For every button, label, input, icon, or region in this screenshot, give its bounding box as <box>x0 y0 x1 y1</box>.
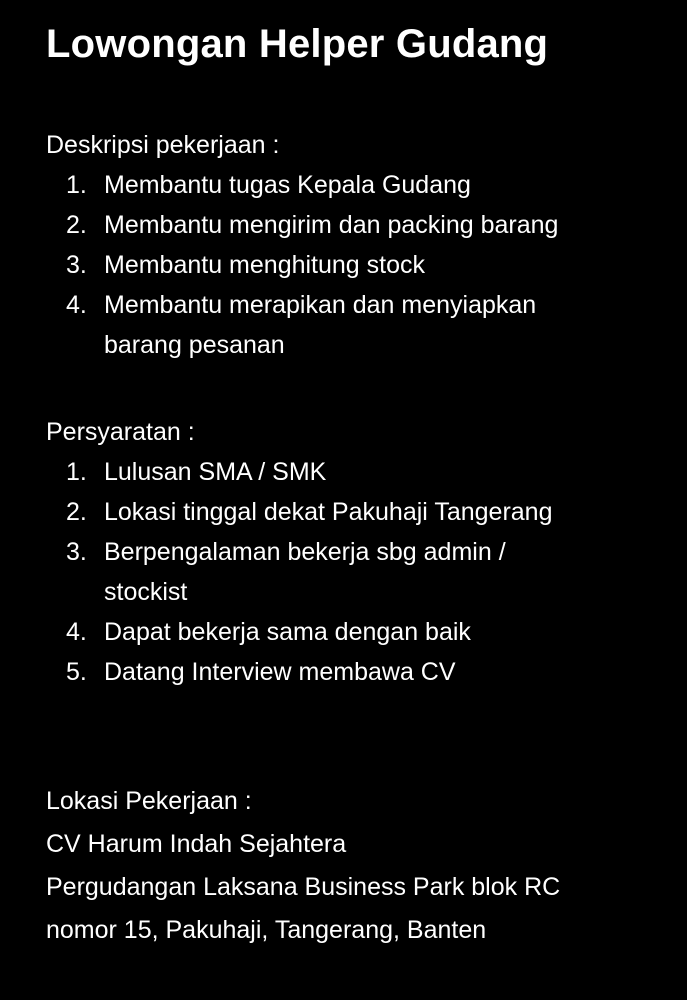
list-item-number: 1. <box>66 458 87 486</box>
list-item <box>46 612 666 652</box>
list-item <box>46 652 666 692</box>
list-item <box>46 245 666 285</box>
list-item <box>46 205 666 245</box>
requirements-list <box>46 452 666 692</box>
list-item-text: Lokasi tinggal dekat Pakuhaji Tangerang <box>104 498 553 526</box>
list-item <box>46 285 666 365</box>
list-item-number: 3. <box>66 251 87 279</box>
list-item-text: Lulusan SMA / SMK <box>104 458 327 486</box>
job-description-heading: Deskripsi pekerjaan : <box>46 131 280 159</box>
list-item-text: Membantu mengirim dan packing barang <box>104 211 559 239</box>
list-item-text: Membantu menghitung stock <box>104 251 426 279</box>
requirements-section <box>46 412 666 692</box>
list-item-number: 2. <box>66 498 87 526</box>
list-item <box>46 452 666 492</box>
job-description-list <box>46 165 666 365</box>
list-item-text: Membantu tugas Kepala Gudang <box>104 171 471 199</box>
list-item-number: 5. <box>66 658 87 686</box>
job-location-section <box>46 780 666 952</box>
address-line-2: nomor 15, Pakuhaji, Tangerang, Banten <box>46 916 487 944</box>
job-title: Lowongan Helper Gudang <box>46 22 549 66</box>
list-item-number: 3. <box>66 538 87 566</box>
list-item-text: Dapat bekerja sama dengan baik <box>104 618 471 646</box>
job-description-section <box>46 125 666 365</box>
address-line-1: Pergudangan Laksana Business Park blok RC <box>46 873 561 901</box>
list-item-number: 4. <box>66 618 87 646</box>
list-item-text: Datang Interview membawa CV <box>104 658 456 686</box>
company-name: CV Harum Indah Sejahtera <box>46 830 347 858</box>
list-item-number: 1. <box>66 171 87 199</box>
list-item-number: 2. <box>66 211 87 239</box>
job-location-heading: Lokasi Pekerjaan : <box>46 787 252 815</box>
list-item-number: 4. <box>66 291 87 319</box>
list-item <box>46 492 666 532</box>
list-item-text: Berpengalaman bekerja sbg admin / stockist <box>104 538 506 606</box>
list-item <box>46 532 666 612</box>
list-item <box>46 165 666 205</box>
requirements-heading: Persyaratan : <box>46 418 195 446</box>
list-item-text: Membantu merapikan dan menyiapkan barang pesanan <box>104 291 537 359</box>
